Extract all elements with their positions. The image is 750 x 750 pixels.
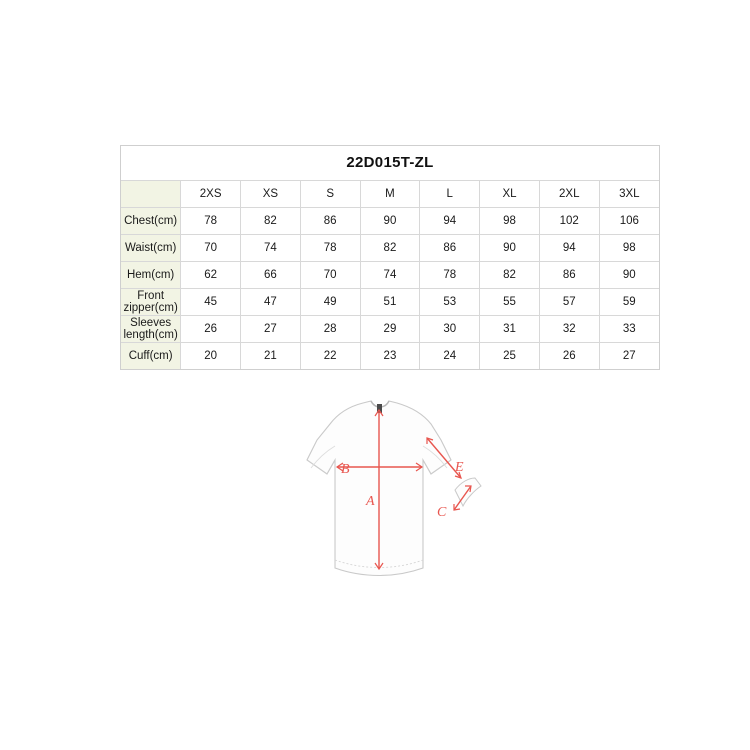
row-label-sleeves-length: Sleeves length(cm) xyxy=(121,315,181,342)
cell-chest-l: 94 xyxy=(420,207,480,234)
table-header-row xyxy=(121,180,659,207)
cell-chest-2xl: 102 xyxy=(539,207,599,234)
column-header-m: M xyxy=(360,180,420,207)
table-row xyxy=(121,234,659,261)
cell-chest-3xl: 106 xyxy=(599,207,659,234)
cell-cuff-3xl: 27 xyxy=(599,342,659,369)
cell-waist-xs: 74 xyxy=(241,234,301,261)
cell-cuff-xl: 25 xyxy=(480,342,540,369)
measure-label-e: E xyxy=(455,460,464,475)
cell-sleeves-length-xl: 31 xyxy=(480,315,540,342)
row-label-hem: Hem(cm) xyxy=(121,261,181,288)
cell-cuff-xs: 21 xyxy=(241,342,301,369)
table-row xyxy=(121,288,659,315)
row-label-front-zipper: Front zipper(cm) xyxy=(121,288,181,315)
table-corner-cell xyxy=(121,180,181,207)
table-row xyxy=(121,261,659,288)
cell-hem-3xl: 90 xyxy=(599,261,659,288)
cell-cuff-2xl: 26 xyxy=(539,342,599,369)
cell-hem-xs: 66 xyxy=(241,261,301,288)
cell-sleeves-length-m: 29 xyxy=(360,315,420,342)
cell-waist-3xl: 98 xyxy=(599,234,659,261)
cell-front-zipper-m: 51 xyxy=(360,288,420,315)
cell-chest-m: 90 xyxy=(360,207,420,234)
column-header-3xl: 3XL xyxy=(599,180,659,207)
cell-chest-2xs: 78 xyxy=(181,207,241,234)
cell-sleeves-length-3xl: 33 xyxy=(599,315,659,342)
cell-chest-xl: 98 xyxy=(480,207,540,234)
cell-waist-s: 78 xyxy=(300,234,360,261)
size-table-body xyxy=(121,207,659,369)
column-header-2xs: 2XS xyxy=(181,180,241,207)
table-title-row xyxy=(121,146,659,180)
cuff-detail-shape xyxy=(455,478,481,506)
cycling-jersey-measurement-diagram xyxy=(255,382,505,602)
cell-sleeves-length-2xl: 32 xyxy=(539,315,599,342)
row-label-waist: Waist(cm) xyxy=(121,234,181,261)
cell-chest-s: 86 xyxy=(300,207,360,234)
cell-front-zipper-2xl: 57 xyxy=(539,288,599,315)
column-header-l: L xyxy=(420,180,480,207)
column-header-xl: XL xyxy=(480,180,540,207)
cell-hem-2xl: 86 xyxy=(539,261,599,288)
cell-cuff-s: 22 xyxy=(300,342,360,369)
column-header-2xl: 2XL xyxy=(539,180,599,207)
cell-hem-l: 78 xyxy=(420,261,480,288)
table-row xyxy=(121,315,659,342)
column-header-s: S xyxy=(300,180,360,207)
row-label-cuff: Cuff(cm) xyxy=(121,342,181,369)
cell-waist-2xl: 94 xyxy=(539,234,599,261)
column-header-xs: XS xyxy=(241,180,301,207)
jersey-illustration-svg xyxy=(255,382,505,602)
cell-front-zipper-3xl: 59 xyxy=(599,288,659,315)
table-row xyxy=(121,342,659,369)
measure-label-a: A xyxy=(366,494,375,509)
cell-hem-2xs: 62 xyxy=(181,261,241,288)
cell-sleeves-length-l: 30 xyxy=(420,315,480,342)
cell-waist-xl: 90 xyxy=(480,234,540,261)
cell-waist-l: 86 xyxy=(420,234,480,261)
cell-cuff-m: 23 xyxy=(360,342,420,369)
size-table xyxy=(121,146,659,369)
measure-label-b: B xyxy=(341,462,350,477)
cell-cuff-2xs: 20 xyxy=(181,342,241,369)
cell-sleeves-length-2xs: 26 xyxy=(181,315,241,342)
cell-waist-m: 82 xyxy=(360,234,420,261)
cell-sleeves-length-xs: 27 xyxy=(241,315,301,342)
cell-sleeves-length-s: 28 xyxy=(300,315,360,342)
cell-front-zipper-l: 53 xyxy=(420,288,480,315)
cell-front-zipper-xl: 55 xyxy=(480,288,540,315)
size-table-head xyxy=(121,146,659,207)
table-row xyxy=(121,207,659,234)
size-table-container xyxy=(120,145,660,370)
cell-hem-m: 74 xyxy=(360,261,420,288)
cell-chest-xs: 82 xyxy=(241,207,301,234)
page-title: 22D015T-ZL xyxy=(121,146,659,180)
cell-hem-s: 70 xyxy=(300,261,360,288)
cell-front-zipper-s: 49 xyxy=(300,288,360,315)
cell-waist-2xs: 70 xyxy=(181,234,241,261)
measure-label-c: C xyxy=(437,505,447,520)
cell-hem-xl: 82 xyxy=(480,261,540,288)
cell-cuff-l: 24 xyxy=(420,342,480,369)
cell-front-zipper-2xs: 45 xyxy=(181,288,241,315)
cell-front-zipper-xs: 47 xyxy=(241,288,301,315)
row-label-chest: Chest(cm) xyxy=(121,207,181,234)
